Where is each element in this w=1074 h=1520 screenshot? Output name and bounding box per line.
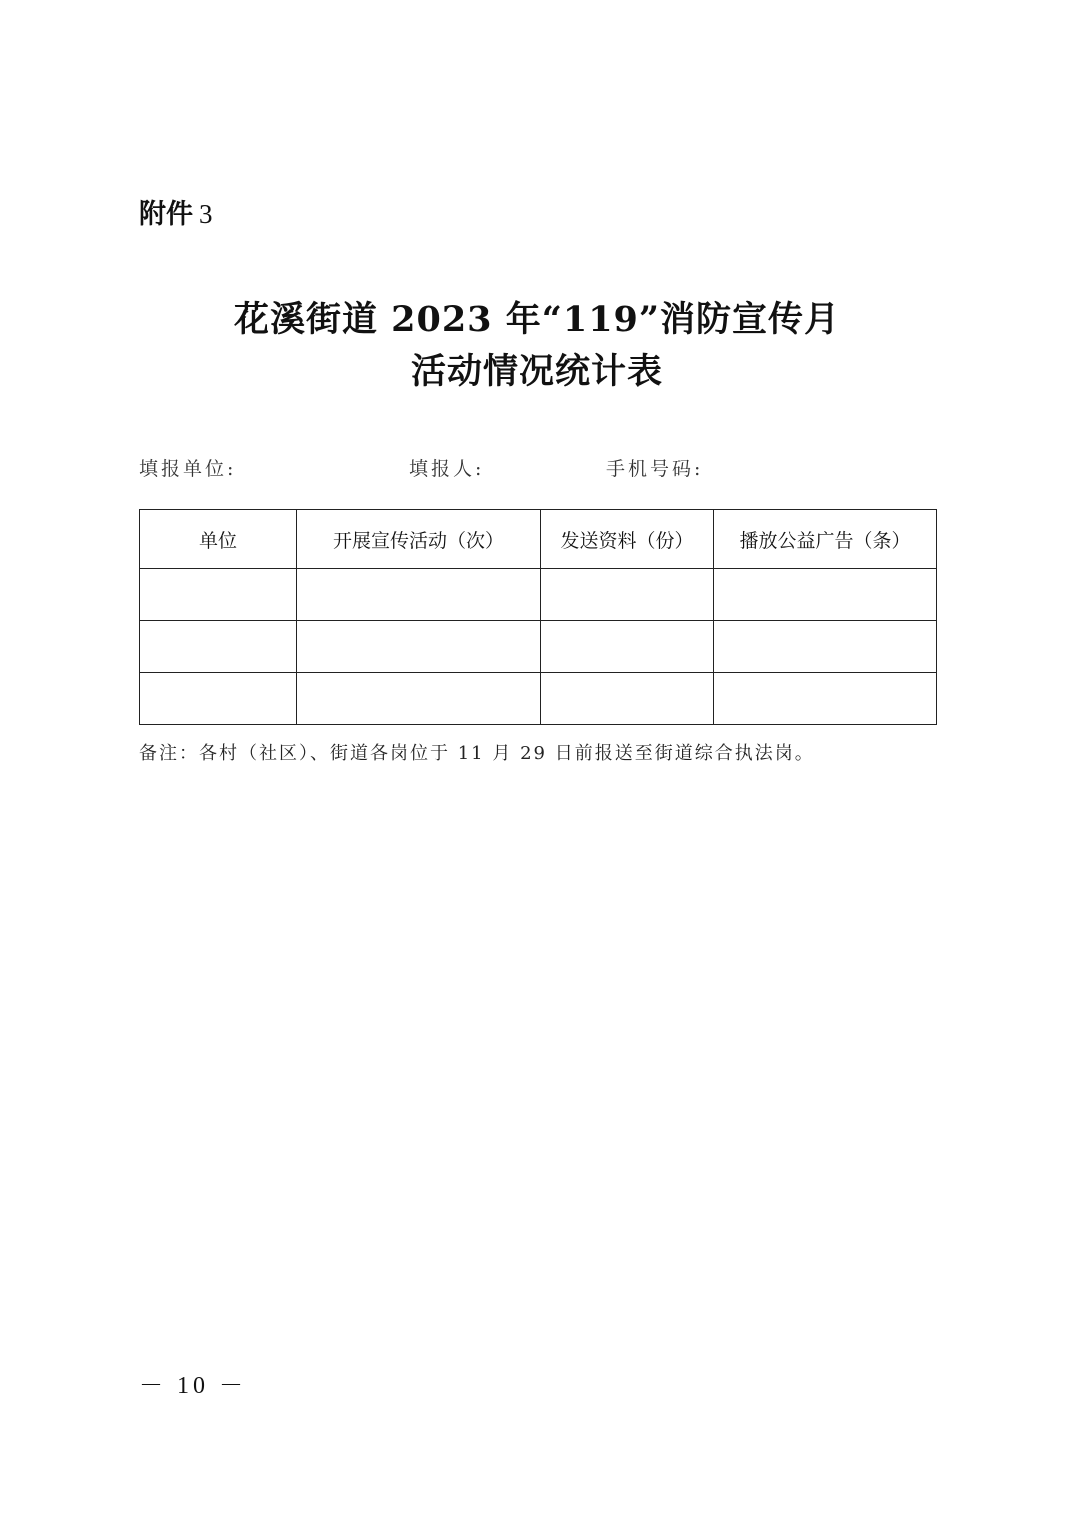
table-cell xyxy=(297,621,541,673)
page-number: － 10 － xyxy=(139,1373,247,1399)
table-cell xyxy=(714,569,937,621)
table-row xyxy=(140,673,937,725)
column-header-materials: 发送资料（份） xyxy=(541,510,714,569)
table-cell xyxy=(541,569,714,621)
reporting-unit-label: 填报单位: xyxy=(139,458,237,480)
table-cell xyxy=(714,673,937,725)
table-cell xyxy=(140,569,297,621)
document-title-line-1: 花溪街道 2023 年“119”消防宣传月 xyxy=(233,299,841,340)
table-cell xyxy=(297,673,541,725)
statistics-table xyxy=(139,509,937,725)
table-cell xyxy=(140,621,297,673)
table-cell xyxy=(541,621,714,673)
attachment-text: 附件 xyxy=(139,199,193,230)
table-row xyxy=(140,569,937,621)
table-cell xyxy=(541,673,714,725)
table-cell xyxy=(140,673,297,725)
table-cell xyxy=(297,569,541,621)
table-cell xyxy=(714,621,937,673)
column-header-ads: 播放公益广告（条） xyxy=(714,510,937,569)
column-header-unit: 单位 xyxy=(140,510,297,569)
phone-number-label: 手机号码: xyxy=(606,458,704,480)
document-title-line-2: 活动情况统计表 xyxy=(410,351,663,392)
attachment-label xyxy=(139,196,213,233)
attachment-number: 3 xyxy=(199,199,213,229)
table-row xyxy=(140,621,937,673)
remarks-note: 备注：各村（社区）、街道各岗位于 11 月 29 日前报送至街道综合执法岗。 xyxy=(139,743,815,764)
column-header-activities: 开展宣传活动（次） xyxy=(297,510,541,569)
table-header-row xyxy=(140,510,937,569)
reporter-label: 填报人: xyxy=(409,458,485,480)
